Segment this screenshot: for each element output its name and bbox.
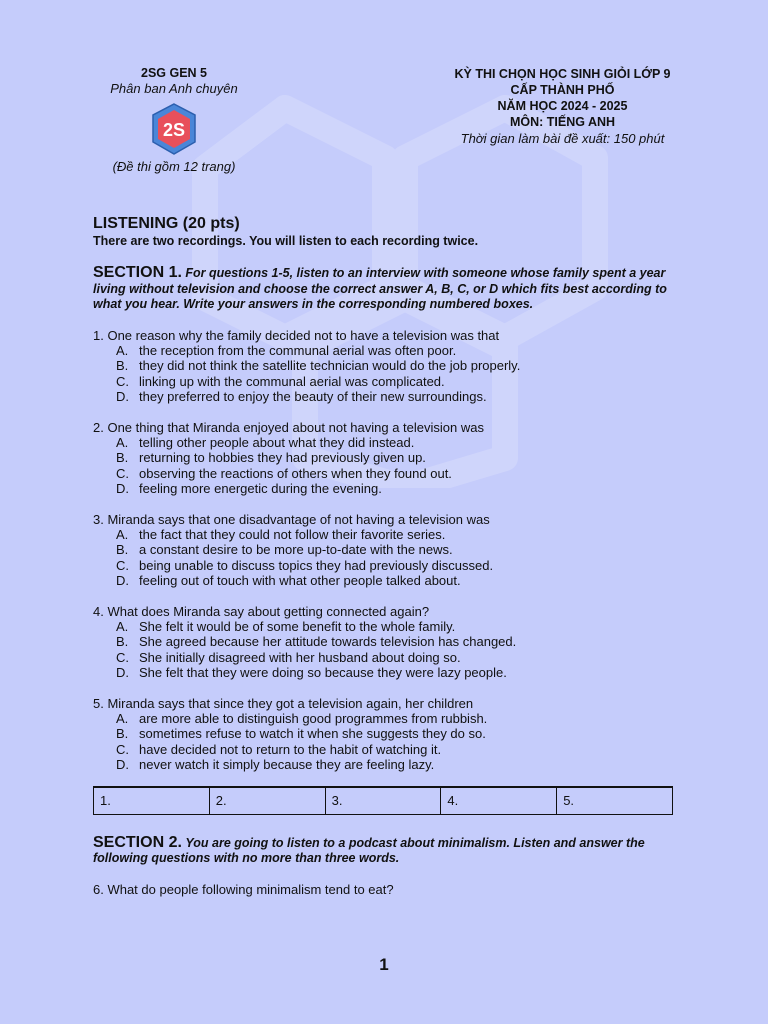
answer-option — [93, 466, 678, 481]
answer-option — [93, 450, 678, 465]
option-text: they preferred to enjoy the beauty of their new surroundings. — [139, 389, 487, 405]
option-text: observing the reactions of others when they found out. — [139, 465, 452, 481]
section-1-header — [93, 265, 678, 313]
option-text: She initially disagreed with her husband about doing so. — [139, 649, 461, 665]
answer-option — [93, 650, 678, 665]
answer-option — [93, 742, 678, 757]
question-stem: 2. One thing that Miranda enjoyed about not having a television was — [93, 419, 484, 435]
answer-option — [93, 358, 678, 373]
question-6: 6. What do people following minimalism tend to eat? — [93, 881, 394, 897]
school-year: NĂM HỌC 2024 - 2025 — [497, 99, 628, 113]
option-text: She felt that they were doing so because they were lazy people. — [139, 665, 507, 681]
answer-option — [93, 573, 678, 588]
answer-option — [93, 481, 678, 496]
option-text: never watch it simply because they are feeling lazy. — [139, 757, 435, 773]
answer-option — [93, 619, 678, 634]
option-letter: D. — [116, 573, 129, 589]
option-letter: C. — [116, 649, 129, 665]
option-letter: C. — [116, 373, 129, 389]
option-letter: A. — [116, 342, 129, 358]
option-text: the fact that they could not follow their favorite series. — [139, 526, 446, 542]
pages-note: (Đề thi gồm 12 trang) — [112, 159, 236, 174]
section-2-header — [93, 835, 678, 867]
option-text: are more able to distinguish good programmes from rubbish. — [139, 711, 488, 727]
option-text: feeling out of touch with what other people talked about. — [139, 573, 461, 589]
section-1-instructions: For questions 1-5, listen to an interview with someone whose family spent a year living without television and choose the correct answer A, B, C, or D which fits best according to what you hear. Write your answers in the corresponding numbered boxes. — [93, 266, 667, 311]
question-4 — [93, 604, 678, 681]
option-letter: D. — [116, 481, 129, 497]
option-text: sometimes refuse to watch it when she suggests they do so. — [139, 726, 486, 742]
svg-text:2S: 2S — [162, 120, 186, 140]
option-letter: D. — [116, 389, 129, 405]
section-1-label: SECTION 1. — [93, 264, 182, 281]
answer-option — [93, 542, 678, 557]
option-letter: A. — [116, 619, 129, 634]
subject: MÔN: TIẾNG ANH — [509, 115, 616, 129]
question-stem: 1. One reason why the family decided not to have a television was that — [93, 327, 500, 343]
header-right — [430, 66, 695, 147]
answer-box-4[interactable]: 4. — [441, 787, 557, 815]
school-logo-icon — [149, 102, 199, 156]
answer-option — [93, 389, 678, 404]
question-2 — [93, 420, 678, 497]
time-allowed: Thời gian làm bài đề xuất: 150 phút — [460, 131, 665, 146]
exam-title-line1: KỲ THI CHỌN HỌC SINH GIỎI LỚP 9 — [454, 67, 671, 81]
answer-box-row — [94, 787, 673, 815]
option-text: telling other people about what they did instead. — [139, 434, 415, 450]
answer-box-table — [93, 786, 673, 815]
option-letter: D. — [116, 757, 129, 773]
question-stem: 5. Miranda says that since they got a television again, her children — [93, 695, 474, 711]
option-letter: A. — [116, 526, 129, 542]
answer-option — [93, 665, 678, 680]
answer-option — [93, 711, 678, 726]
option-letter: A. — [116, 711, 129, 727]
answer-option — [93, 435, 678, 450]
answer-option — [93, 757, 678, 772]
header-left — [88, 66, 260, 175]
school-name: 2SG GEN 5 — [141, 66, 207, 80]
question-stem: 3. Miranda says that one disadvantage of not having a television was — [93, 511, 490, 527]
answer-box-1[interactable]: 1. — [94, 787, 210, 815]
question-3 — [93, 512, 678, 589]
option-text: a constant desire to be more up-to-date with the news. — [139, 542, 453, 558]
exam-title-line2: CẤP THÀNH PHỐ — [510, 83, 615, 97]
answer-option — [93, 558, 678, 573]
option-text: She felt it would be of some benefit to the whole family. — [139, 619, 456, 634]
question-1 — [93, 328, 678, 405]
option-text: She agreed because her attitude towards television has changed. — [139, 634, 517, 650]
department-name: Phân ban Anh chuyên — [110, 81, 238, 96]
option-letter: B. — [116, 542, 129, 558]
answer-box-5[interactable]: 5. — [557, 787, 673, 815]
option-letter: B. — [116, 634, 129, 650]
option-text: the reception from the communal aerial was often poor. — [139, 342, 457, 358]
option-text: feeling more energetic during the evening. — [139, 481, 382, 497]
question-list — [93, 328, 678, 773]
answer-option — [93, 726, 678, 741]
answer-option — [93, 634, 678, 649]
answer-option — [93, 374, 678, 389]
option-text: they did not think the satellite technician would do the job properly. — [139, 358, 521, 374]
option-text: have decided not to return to the habit of watching it. — [139, 741, 442, 757]
option-letter: B. — [116, 358, 129, 374]
option-text: being unable to discuss topics they had previously discussed. — [139, 557, 494, 573]
answer-option — [93, 527, 678, 542]
option-letter: C. — [116, 557, 129, 573]
listening-description: There are two recordings. You will listen to each recording twice. — [93, 234, 479, 248]
page-number: 1 — [379, 955, 389, 974]
answer-option — [93, 343, 678, 358]
option-text: linking up with the communal aerial was complicated. — [139, 373, 445, 389]
option-letter: C. — [116, 741, 129, 757]
option-letter: B. — [116, 726, 129, 742]
answer-box-3[interactable]: 3. — [325, 787, 441, 815]
question-stem: 4. What does Miranda say about getting connected again? — [93, 603, 430, 619]
section-2-instructions: You are going to listen to a podcast about minimalism. Listen and answer the following questions with no more than three words. — [93, 835, 645, 866]
section-2-label: SECTION 2. — [93, 833, 182, 851]
exam-content — [93, 214, 678, 898]
option-text: returning to hobbies they had previously given up. — [139, 450, 426, 466]
option-letter: A. — [116, 434, 129, 450]
listening-title: LISTENING (20 pts) — [93, 215, 240, 232]
option-letter: B. — [116, 450, 129, 466]
option-letter: C. — [116, 465, 129, 481]
question-5 — [93, 696, 678, 773]
answer-box-2[interactable]: 2. — [209, 787, 325, 815]
option-letter: D. — [116, 665, 129, 681]
